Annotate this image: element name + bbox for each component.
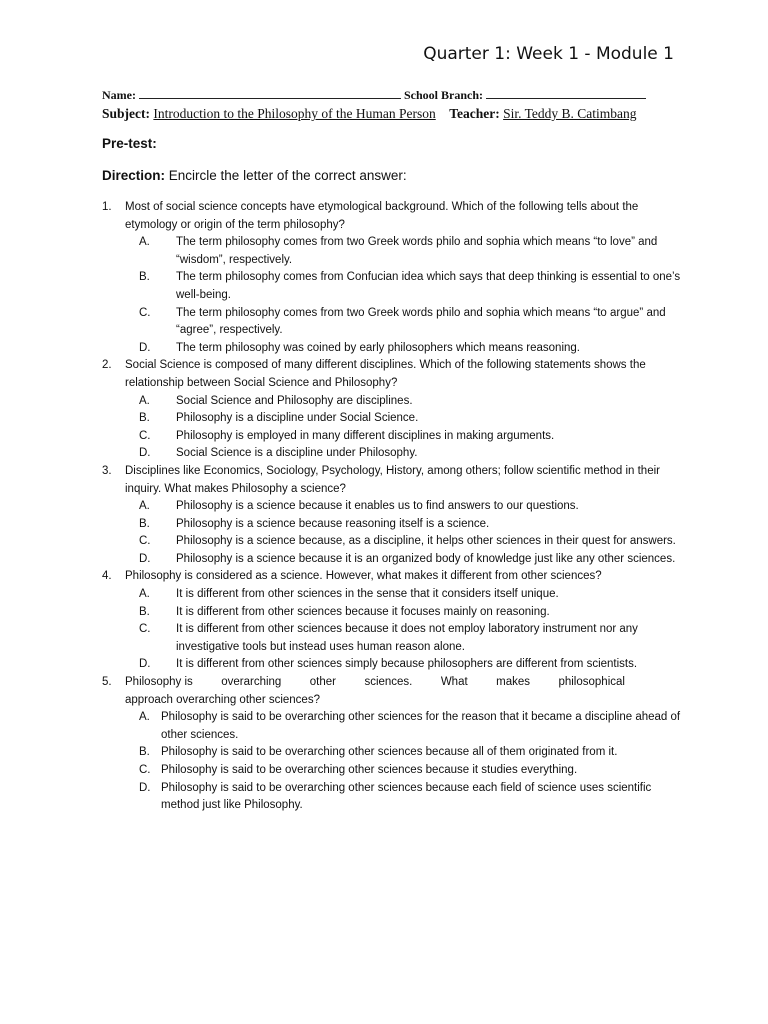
question-2-options <box>102 393 682 463</box>
option-letter[interactable]: C. <box>139 306 151 319</box>
option-letter[interactable]: D. <box>139 781 151 794</box>
name-label: Name: <box>102 88 136 102</box>
subject-value: Introduction to the Philosophy of the Human Person <box>153 106 436 121</box>
direction-text: Encircle the letter of the correct answer: <box>168 168 407 183</box>
option[interactable] <box>125 234 682 269</box>
question-word: makes <box>496 676 530 689</box>
option-text: The term philosophy comes from Confucian idea which says that deep thinking is essential to one’s well-being. <box>176 271 681 301</box>
question-text: Most of social science concepts have etymological background. Which of the following tells about the etymology or origin of the term philosophy? <box>125 201 639 231</box>
question-number: 2. <box>102 359 112 372</box>
questions-list <box>102 199 682 815</box>
teacher-value: Sir. Teddy B. Catimbang <box>503 106 637 121</box>
question-number: 4. <box>102 570 112 583</box>
document-title: Quarter 1: Week 1 - Module 1 <box>423 44 674 64</box>
option-letter[interactable]: C. <box>139 623 151 636</box>
question-word: overarching <box>221 676 282 689</box>
question-5-options <box>102 709 682 815</box>
question-word: sciences. <box>364 676 413 689</box>
question-3-options <box>102 498 682 568</box>
option-letter[interactable]: C. <box>139 764 151 776</box>
option[interactable] <box>125 604 682 622</box>
option-text: It is different from other sciences because it focuses mainly on reasoning. <box>176 605 550 618</box>
option[interactable] <box>125 445 682 463</box>
option-letter[interactable]: A. <box>139 711 150 724</box>
option-text: It is different from other sciences in the sense that it considers itself unique. <box>176 588 559 601</box>
option-letter[interactable]: B. <box>139 605 150 618</box>
option[interactable] <box>125 709 682 744</box>
option[interactable] <box>125 621 682 656</box>
option-letter[interactable]: C. <box>139 429 151 442</box>
option[interactable] <box>125 305 682 340</box>
question-1 <box>102 199 682 234</box>
option-text: Philosophy is a science because reasoning itself is a science. <box>176 517 490 530</box>
option-letter[interactable]: B. <box>139 517 150 530</box>
option-text: Philosophy is a discipline under Social Science. <box>176 412 419 425</box>
option-text: Philosophy is a science because it enables us to find answers to our questions. <box>176 500 579 513</box>
option-text: Social Science is a discipline under Philosophy. <box>176 447 418 460</box>
name-line <box>102 87 682 103</box>
option-letter[interactable]: D. <box>139 447 151 460</box>
question-1-options <box>102 234 682 357</box>
direction-label: Direction: <box>102 168 166 183</box>
option[interactable] <box>125 780 682 815</box>
option-text: Philosophy is said to be overarching other sciences because it studies everything. <box>161 764 578 776</box>
option-letter[interactable]: D. <box>139 552 151 565</box>
option-text: Social Science and Philosophy are disciplines. <box>176 394 413 407</box>
question-text: Social Science is composed of many different disciplines. Which of the following statements shows the relationship between Social Science and Philosophy? <box>125 359 646 389</box>
option-text: The term philosophy comes from two Greek words philo and sophia which means “to argue” and “agree”, respectively. <box>176 306 666 337</box>
option[interactable] <box>125 340 682 358</box>
option-text: It is different from other sciences simply because philosophers are different from scientists. <box>176 658 638 671</box>
option[interactable] <box>125 744 682 762</box>
option-text: The term philosophy comes from two Greek words philo and sophia which means “to love” and “wisdom”, respectively. <box>176 236 658 266</box>
question-number: 5. <box>102 676 112 689</box>
question-2 <box>102 357 682 392</box>
question-number: 3. <box>102 464 112 477</box>
option[interactable] <box>125 551 682 569</box>
subject-label: Subject: <box>102 106 150 121</box>
option-text: Philosophy is a science because, as a discipline, it helps other sciences in their quest for answers. <box>176 535 676 548</box>
subject-line <box>102 106 702 122</box>
teacher-label: Teacher: <box>449 106 500 121</box>
question-word: philosophical <box>558 676 625 689</box>
option[interactable] <box>125 656 682 674</box>
question-word: other <box>309 676 336 689</box>
option-letter[interactable]: B. <box>139 412 150 425</box>
option[interactable] <box>125 498 682 516</box>
option[interactable] <box>125 269 682 304</box>
question-text-line-1 <box>125 674 625 692</box>
option-letter[interactable]: A. <box>139 236 150 249</box>
option[interactable] <box>125 410 682 428</box>
option-letter[interactable]: A. <box>139 500 150 513</box>
name-blank[interactable] <box>139 87 401 99</box>
question-3 <box>102 463 682 498</box>
option-text: Philosophy is said to be overarching other sciences for the reason that it became a discipline ahead of other sciences. <box>161 711 681 741</box>
question-5 <box>102 674 682 709</box>
option-letter[interactable]: D. <box>139 658 151 671</box>
option-text: The term philosophy was coined by early philosophers which means reasoning. <box>176 341 580 354</box>
option-text: Philosophy is said to be overarching other sciences because all of them originated from it. <box>161 746 618 759</box>
question-word: What <box>440 676 468 689</box>
option-text: Philosophy is employed in many different disciplines in making arguments. <box>176 429 555 442</box>
question-4 <box>102 568 682 586</box>
question-text-line-2: approach overarching other sciences? <box>125 693 320 706</box>
option-text: It is different from other sciences because it does not employ laboratory instrument nor any investigative tools but instead uses human reason alone. <box>176 623 638 653</box>
option-letter[interactable]: C. <box>139 535 151 548</box>
option-letter[interactable]: D. <box>139 341 151 354</box>
option[interactable] <box>125 762 682 780</box>
question-word: Philosophy is <box>125 676 193 689</box>
school-branch-label: School Branch: <box>403 88 483 102</box>
option-letter[interactable]: B. <box>139 746 150 759</box>
option[interactable] <box>125 393 682 411</box>
option-letter[interactable]: A. <box>139 394 150 407</box>
question-4-options <box>102 586 682 674</box>
question-text: Disciplines like Economics, Sociology, Psychology, History, among others; follow scientific method in their inquiry. What makes Philosophy a science? <box>125 464 660 495</box>
option[interactable] <box>125 428 682 446</box>
pretest-heading: Pre-test: <box>102 136 157 151</box>
school-branch-blank[interactable] <box>486 87 646 99</box>
direction-line <box>102 168 407 183</box>
option-letter[interactable]: B. <box>139 271 150 284</box>
option[interactable] <box>125 516 682 534</box>
option-letter[interactable]: A. <box>139 588 150 601</box>
question-text: Philosophy is considered as a science. However, what makes it different from other sciences? <box>125 570 602 583</box>
option[interactable] <box>125 533 682 551</box>
option[interactable] <box>125 586 682 604</box>
option-text: Philosophy is said to be overarching other sciences because each field of science uses scientific method just like Philosophy. <box>161 781 652 812</box>
question-number: 1. <box>102 201 112 213</box>
option-text: Philosophy is a science because it is an organized body of knowledge just like any other sciences. <box>176 552 676 565</box>
